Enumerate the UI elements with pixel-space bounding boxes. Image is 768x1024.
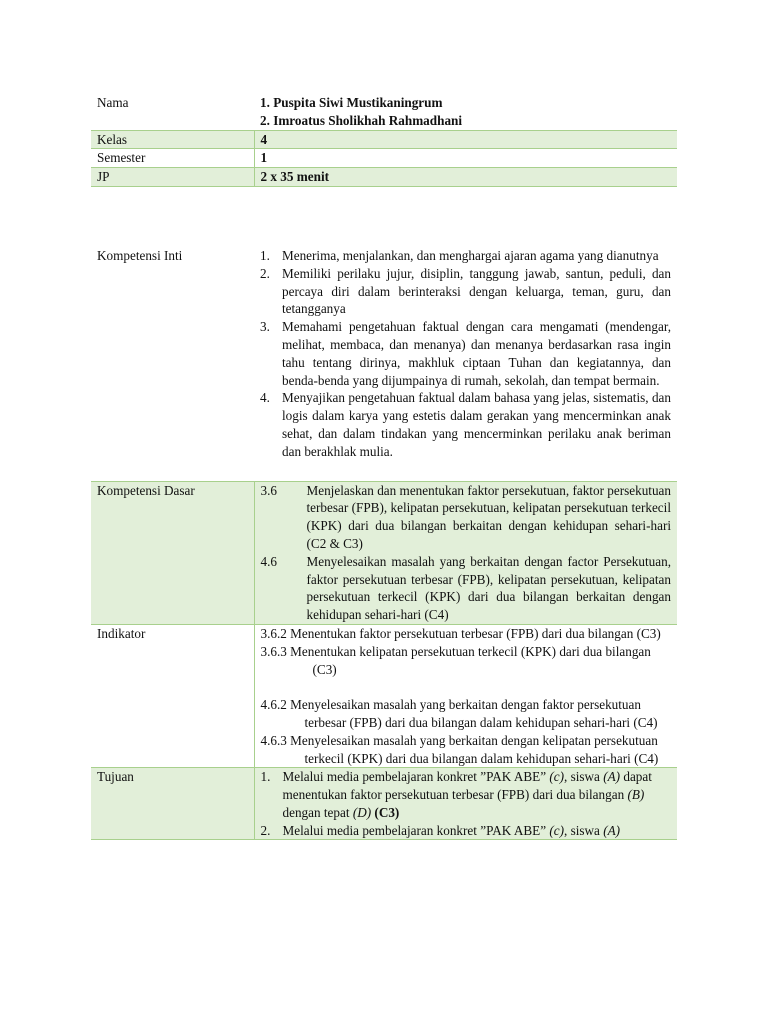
jp-value: 2 x 35 menit [254,168,677,187]
lesson-plan-document [91,94,677,840]
list-item: 2. Memiliki perilaku jujur, disiplin, tanggung jawab, santun, peduli, dan percaya diri dalam berinteraksi dengan keluarga, teman, guru, dan tetangganya [260,265,671,317]
list-item: 3.6.2 Menentukan faktor persekutuan terbesar (FPB) dari dua bilangan (C3) [260,625,661,641]
nama-label: Nama [91,94,254,130]
competency-table [91,247,677,841]
list-item: 1. Melalui media pembelajaran konkret ”PAK ABE” (c), siswa (A) dapat menentukan faktor persekutuan terbesar (FPB) dari dua bilangan (B) dengan tepat (D) (C3) [260,769,652,820]
kompetensi-inti-label: Kompetensi Inti [97,247,183,263]
list-item: 4.6 Menyelesaikan masalah yang berkaitan dengan factor Persekutuan, faktor persekutuan terbesar (FPB), kelipatan persekutuan, kelipatan persekutuan terkecil (KPK) dari dua bilangan berkaitan dengan kehidupan sehari-hari (C4) [260,553,671,623]
tujuan-list [261,768,672,839]
list-item: 4.6.2 Menyelesaikan masalah yang berkaitan dengan faktor persekutuan terbesar (FPB) dari dua bilangan dalam kehidupan sehari-hari (C4) [260,697,658,730]
list-item: 2. Melalui media pembelajaran konkret ”PAK ABE” (c), siswa (A) [260,822,621,838]
jp-label: JP [91,168,254,187]
identity-table [91,94,677,187]
list-item: 3. Memahami pengetahuan faktual dengan cara mengamati (mendengar, melihat, membaca, dan menanya) dan menanya berdasarkan rasa ingin tahu tentang dirinya, makhluk ciptaan Tuhan dan kegiatannya, dan benda-benda yang dijumpainya di rumah, sekolah, dan tempat bermain. [260,319,671,388]
list-item: 3.6.3 Menentukan kelipatan persekutuan terkecil (KPK) dari dua bilangan (C3) [260,643,651,677]
list-item: 3.6 Menjelaskan dan menentukan faktor persekutuan, faktor persekutuan terbesar (FPB), kelipatan persekutuan, kelipatan persekutuan terkecil (KPK) dari dua bilangan berkaitan dengan kehidupan sehari-hari (C2 & C3) [260,482,671,551]
nama-value-2: 2. Imroatus Sholikhah Rahmadhani [260,112,463,128]
kompetensi-dasar-label: Kompetensi Dasar [91,481,254,624]
kompetensi-inti-list [260,247,671,461]
list-item: 1. Menerima, menjalankan, dan menghargai ajaran agama yang dianutnya [260,247,659,263]
list-item: 4.6.3 Menyelesaikan masalah yang berkaitan dengan kelipatan persekutuan terkecil (KPK) dari dua bilangan dalam kehidupan sehari-hari (C4) [260,732,659,766]
semester-label: Semester [91,149,254,168]
indikator-label: Indikator [91,624,254,767]
semester-value: 1 [254,149,677,168]
nama-value-1: 1. Puspita Siwi Mustikaningrum [260,95,443,110]
kelas-label: Kelas [91,130,254,149]
list-item: 4. Menyajikan pengetahuan faktual dalam bahasa yang jelas, sistematis, dan logis dalam karya yang estetis dalam gerakan yang mencerminkan anak sehat, dan dalam tindakan yang mencerminkan perilaku anak beriman dan berakhlak mulia. [260,390,671,459]
kelas-value: 4 [254,130,677,149]
tujuan-label: Tujuan [91,768,254,840]
